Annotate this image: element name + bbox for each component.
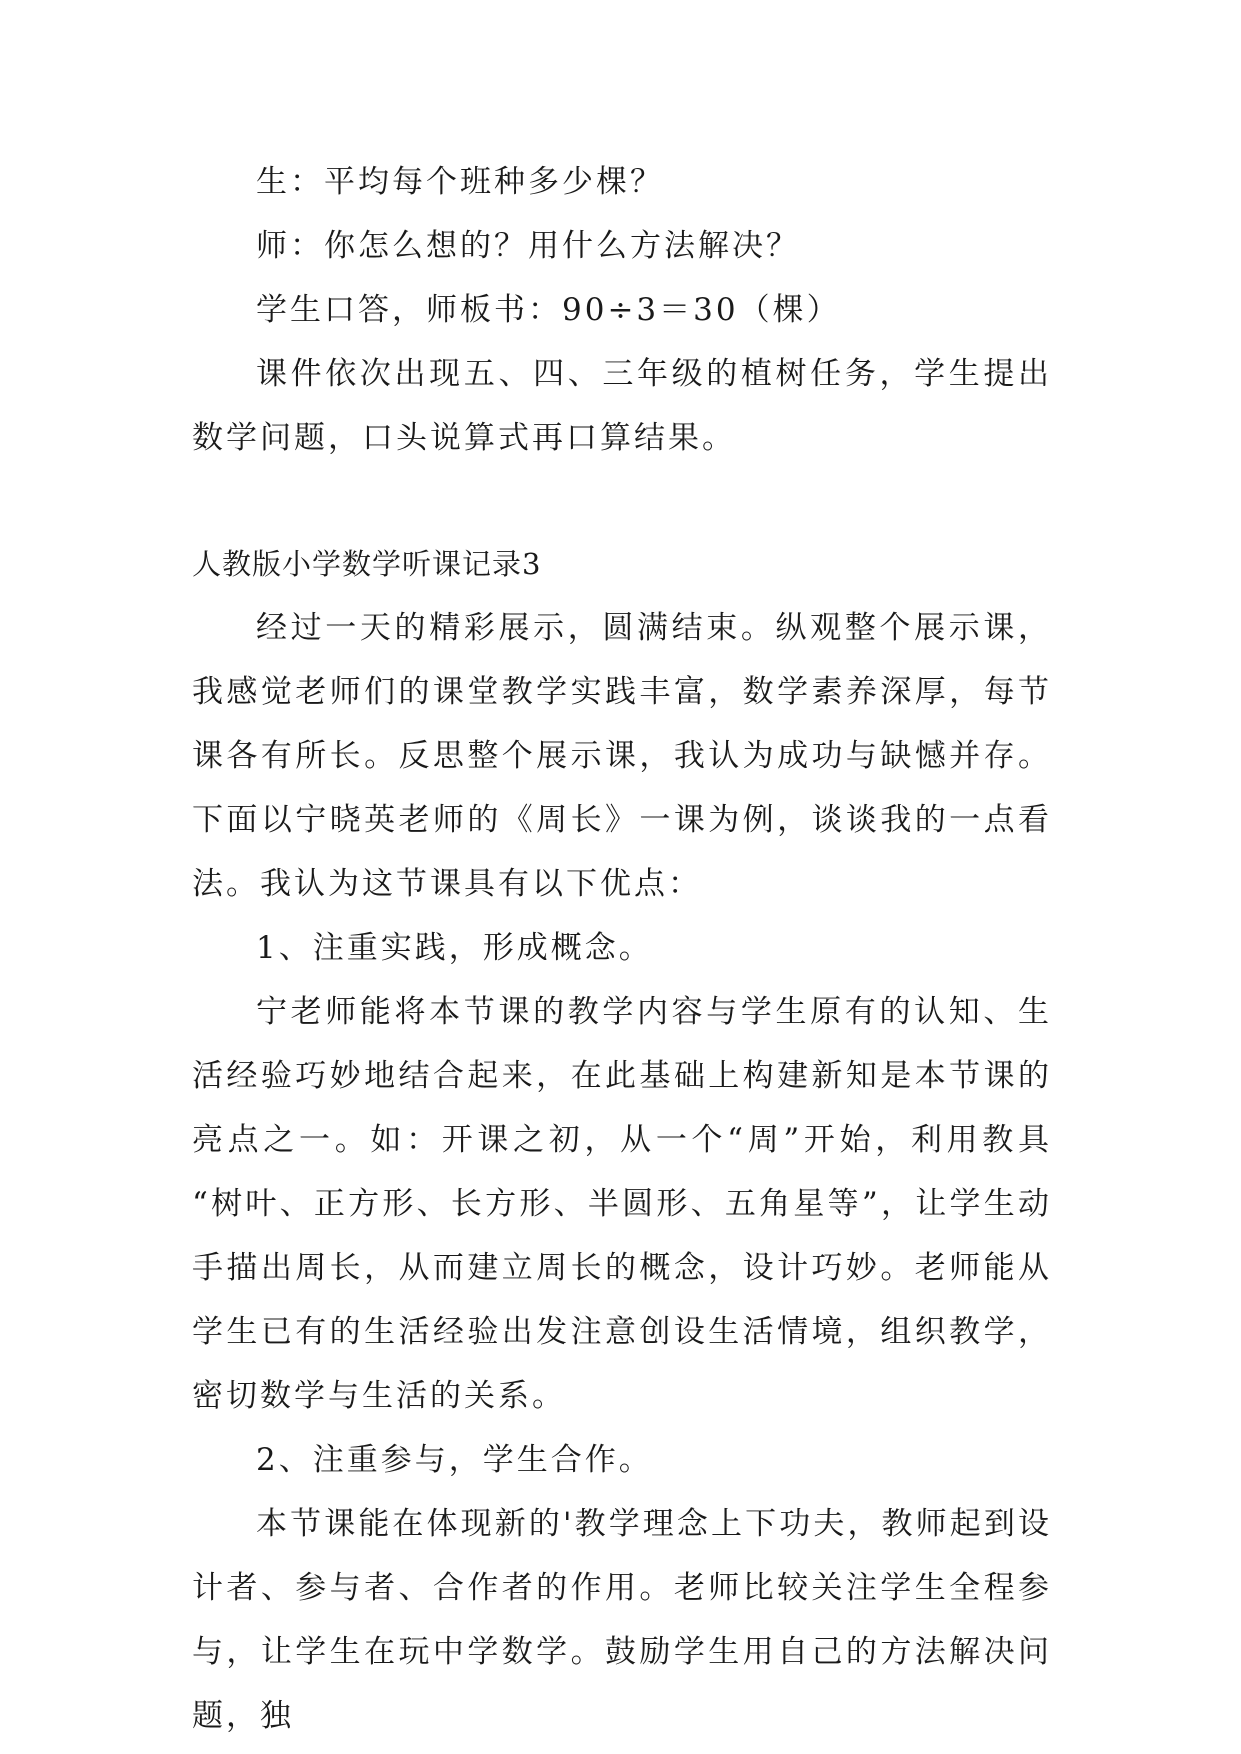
document-page [192, 150, 1052, 1748]
paragraph-overview: 经过一天的精彩展示，圆满结束。纵观整个展示课，我感觉老师们的课堂教学实践丰富，数学素养深厚，每节课各有所长。反思整个展示课，我认为成功与缺憾并存。下面以宁晓英老师的《周长》一课为例，谈谈我的一点看法。我认为这节课具有以下优点： [192, 610, 1052, 902]
paragraph-point-2-body: 本节课能在体现新的'教学理念上下功夫，教师起到设计者、参与者、合作者的作用。老师比较关注学生全程参与，让学生在玩中学数学。鼓励学生用自己的方法解决问题，独 [192, 1506, 1052, 1734]
paragraph-point-1-title: 1、注重实践，形成概念。 [256, 930, 653, 966]
paragraph-point-1-body: 宁老师能将本节课的教学内容与学生原有的认知、生活经验巧妙地结合起来，在此基础上构建新知是本节课的亮点之一。如：开课之初，从一个“周”开始，利用教具 “树叶、正方形、长方形、半圆形、五角星等”，让学生动手描出周长，从而建立周长的概念，设计巧妙。老师能从学生已有的生活经验出发注意创设生活情境，组织教学，密切数学与生活的关系。 [192, 994, 1052, 1414]
section-heading: 人教版小学数学听课记录3 [192, 547, 542, 581]
paragraph-teacher-question: 师：你怎么想的？用什么方法解决？ [256, 228, 800, 264]
paragraph-board-equation: 学生口答，师板书：90÷3＝30（棵） [256, 292, 841, 328]
paragraph-point-2-title: 2、注重参与，学生合作。 [256, 1442, 653, 1478]
paragraph-student-question: 生：平均每个班种多少棵？ [256, 164, 664, 200]
paragraph-courseware-tasks: 课件依次出现五、四、三年级的植树任务，学生提出数学问题，口头说算式再口算结果。 [192, 356, 1052, 456]
